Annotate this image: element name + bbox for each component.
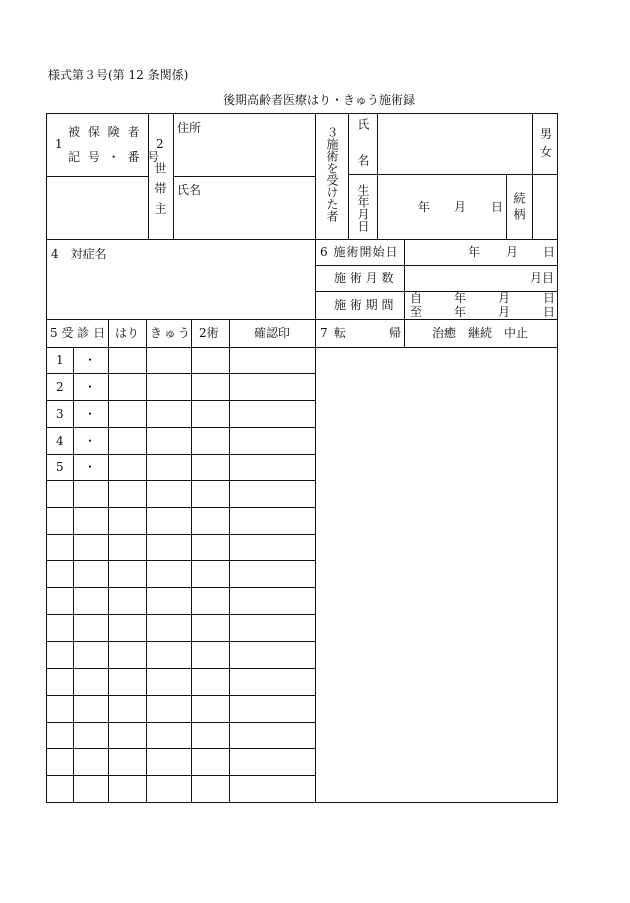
table-row-dot: ・ [84,460,97,474]
period-from-day: 日 [543,291,556,305]
table-row-no: 2 [56,380,64,394]
householder-label: 世帯主 [153,162,167,222]
insured-number: 1 [55,137,63,151]
header-visit-date: 5 受 診 日 [50,326,106,340]
disease-label: 4 対症名 [51,247,107,261]
outcome-label-a: 転 [334,326,347,340]
treatment-months-label: 施 術 月 数 [334,271,394,285]
outcome-label-b: 帰 [389,326,402,340]
table-row-dot: ・ [84,380,97,394]
birth-day: 日 [491,200,504,214]
period-to-year: 年 [454,305,467,319]
header-kyu: きゅう [150,326,193,340]
birth-year: 年 [418,200,431,214]
header-2jutsu: 2術 [199,326,219,340]
table-row-dot: ・ [84,353,97,367]
table-row-dot: ・ [84,434,97,448]
period-from: 自 [410,291,423,305]
sex-female: 女 [540,145,553,159]
period-from-year: 年 [454,291,467,305]
treatment-period-label: 施 術 期 間 [334,298,394,312]
table-row-no: 4 [56,434,64,448]
header-confirm-stamp: 確認印 [254,326,291,340]
insured-label-2: 記 号 ・ 番 号 [68,150,162,164]
birth-month: 月 [454,200,467,214]
householder-name-label: 氏名 [177,183,202,197]
insured-label-1: 被 保 険 者 [68,125,142,139]
relation-label: 続柄 [512,192,526,224]
treatment-start-label: 6 施術開始日 [320,245,399,259]
table-row-no: 5 [56,460,64,474]
start-day: 日 [543,245,556,259]
householder-number: 2 [156,137,164,151]
outcome-number: 7 [320,326,328,340]
recipient-label: ３施術を受けた者 [325,126,339,222]
table-row-dot: ・ [84,407,97,421]
period-to-month: 月 [498,305,511,319]
table-row-no: 3 [56,407,64,421]
period-from-month: 月 [498,291,511,305]
outcome-options: 治癒 継続 中止 [432,326,529,340]
header-hari: はり [115,326,140,340]
period-to: 至 [410,305,423,319]
form-number: 様式第３号(第 12 条関係) [48,68,189,82]
birth-label: 生年月日 [356,184,370,232]
sex-male: 男 [540,127,553,141]
start-year: 年 [468,245,481,259]
period-to-day: 日 [543,305,556,319]
page-title: 後期高齢者医療はり・きゅう施術録 [223,93,416,107]
start-month: 月 [506,245,519,259]
address-label: 住所 [177,121,202,135]
treatment-months-unit: 月目 [530,271,555,285]
patient-name-label: 氏名 [356,118,370,190]
table-row-no: 1 [56,353,64,367]
